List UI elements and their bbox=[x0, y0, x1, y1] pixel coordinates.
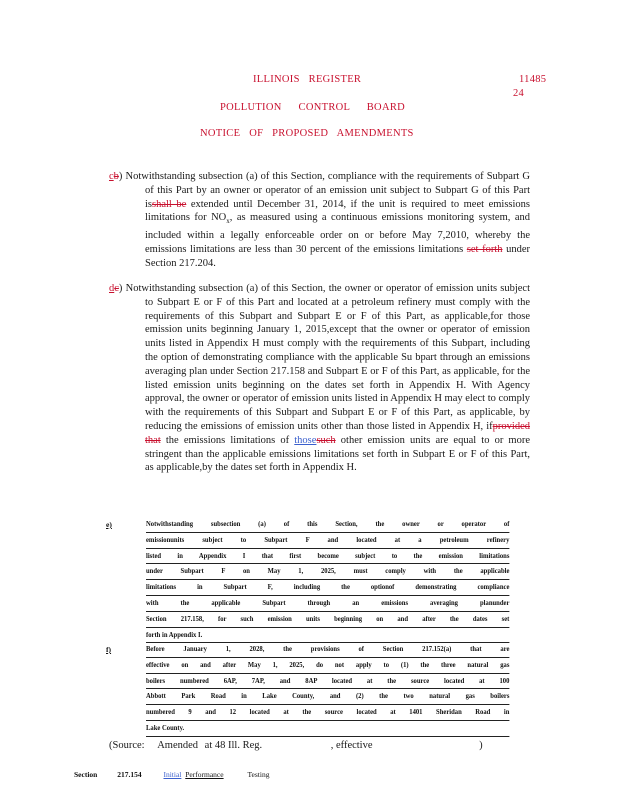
footer-word: Performance bbox=[185, 770, 224, 779]
paragraph-e-label: e) bbox=[106, 520, 112, 529]
paragraph-line: effective on and after May 1, 2025, do not apply to (1) the three natural gas bbox=[146, 658, 509, 674]
paragraph-line: emissionunits subject to Subpart F and located at a petroleum refinery bbox=[146, 533, 509, 549]
deleted-text: shall be bbox=[152, 198, 187, 210]
paragraph-line: forth in Appendix I. bbox=[146, 628, 509, 644]
paragraph-line: numbered 9 and 12 located at the source located at 1401 Sheridan Road in bbox=[146, 705, 509, 721]
paragraph-line: Notwithstanding subsection (a) of this Section, the owner or operator of bbox=[146, 517, 509, 533]
board-title: POLLUTION CONTROL BOARD bbox=[220, 102, 406, 113]
paragraph-e bbox=[146, 517, 509, 643]
paragraph-label: cb) bbox=[109, 171, 126, 182]
footer-word: Testing bbox=[247, 770, 270, 779]
paragraph-d: dc) Notwithstanding subsection (a) of this Section, the owner or operator of emission units subject to Subpart E or F of this Part and located at a petroleum refinery must comply with the requirements of this Subpart and Subpart E or F of this Part, as applicable,for those emission units beginning January 1, 2015,except that the owner or operator of emission units listed in Appendix H must comply with the requirements of this Subpart, including the option of demonstrating compliance with the applicable Su bpart through an emissions averaging plan under Section 217.158 and Subpart E or F of this Part, as applicable, for the listed emission units beginning on the dates set forth in Appendix H. With Agency approval, the owner or operator of emission units listed in Appendix H may elect to comply with the requirements of this Subpart and Subpart E or F of this Part, as applicable, by reducing the emissions of emission units other than those listed in Appendix H, ifprovided that the emissions limitations of thosesuch other emission units are equal to or more stringent than the applicable emissions limitations set forth in Subpart E or F of this Part, as applicable,by the dates set forth in Appendix H. bbox=[109, 283, 531, 474]
deleted-text: set forth bbox=[466, 244, 503, 256]
paragraph-f bbox=[146, 642, 509, 737]
sub-page-number: 24 bbox=[513, 88, 525, 99]
inserted-text: those bbox=[294, 434, 317, 446]
register-title: ILLINOIS REGISTER bbox=[253, 74, 362, 85]
paragraph-label: dc) bbox=[109, 283, 126, 294]
footer-section: Section bbox=[74, 770, 98, 779]
notice-title: NOTICE OF PROPOSED AMENDMENTS bbox=[200, 128, 414, 139]
source-open: (Source: bbox=[109, 740, 145, 751]
deleted-text: such bbox=[316, 434, 336, 446]
paragraph-line: limitations in Subpart F, including the optionof demonstrating compliance bbox=[146, 580, 509, 596]
source-note bbox=[109, 740, 483, 751]
source-close: ) bbox=[479, 740, 483, 751]
source-effective: , effective bbox=[330, 740, 373, 751]
paragraph-line: boilers numbered 6AP, 7AP, and 8AP located at the source located at 100 bbox=[146, 674, 509, 690]
page-number: 11485 bbox=[519, 74, 547, 85]
source-register-ref: at 48 Ill. Reg. bbox=[204, 740, 263, 751]
deleted-text: provided that bbox=[145, 420, 530, 446]
paragraph-line: Section 217.158, for such emission units beginning on and after the dates set bbox=[146, 612, 509, 628]
paragraph-line: Before January 1, 2028, the provisions of Section 217.152(a) that are bbox=[146, 642, 509, 658]
footer-section-number: 217.154 bbox=[117, 770, 142, 779]
paragraph-line: with the applicable Subpart through an emissions averaging planunder bbox=[146, 596, 509, 612]
paragraph-f-label: f) bbox=[106, 645, 112, 654]
section-heading-footer bbox=[74, 770, 269, 779]
inserted-text: Initial bbox=[163, 770, 182, 779]
paragraph-line: listed in Appendix I that first become subject to the emission limitations bbox=[146, 549, 509, 565]
paragraph-line: Abbott Park Road in Lake County, and (2) the two natural gas boilers bbox=[146, 689, 509, 705]
paragraph-line: under Subpart F on May 1, 2025, must comply with the applicable bbox=[146, 564, 509, 580]
paragraph-line: Lake County. bbox=[146, 721, 509, 737]
paragraph-c: cb) Notwithstanding subsection (a) of this Section, compliance with the requirements of Subpart G of this Part by an owner or operator of an emission unit subject to Subpart G of this Part isshall be extended until December 31, 2014, if the unit is required to meet emissions limitations for $NO_x$, as measured using a continuous emissions monitoring system, and included within a legally enforceable order on or before May 7,2010, whereby the emissions limitations are less than 30 percent of the emissions limitations set forth under Section 217.204. bbox=[109, 171, 531, 269]
source-amended: Amended bbox=[157, 740, 199, 751]
